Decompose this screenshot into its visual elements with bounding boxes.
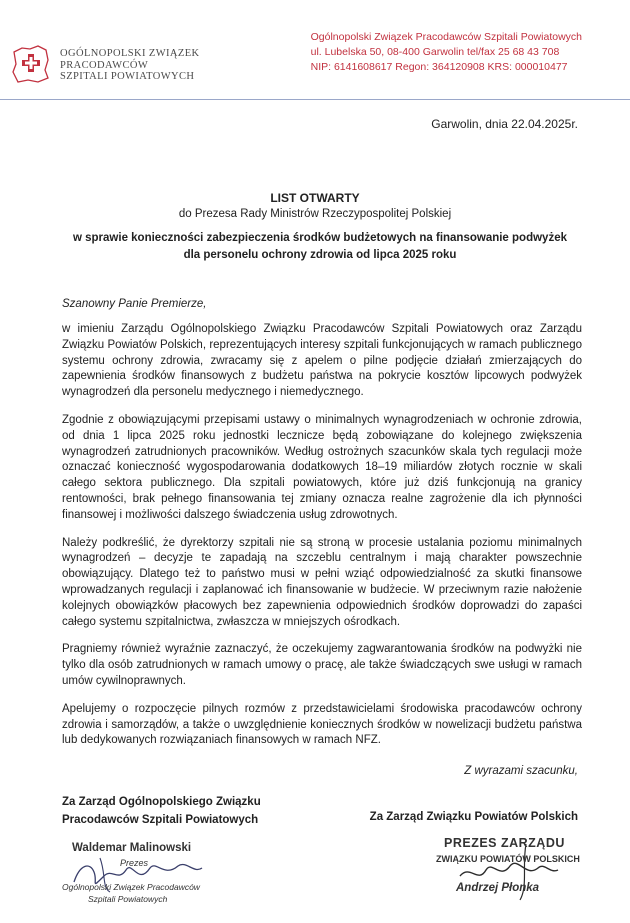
paragraph: Pragniemy również wyraźnie zaznaczyć, że oczekujemy zagwarantowania środków na podwyżki nie tylko dla osób zatrudnionych w ramach umowy o pracę, ale także świadczących swe usługi w ramach umów cywilnoprawnych. — [62, 643, 582, 687]
org-ids: NIP: 6141608617 Regon: 364120908 KRS: 000010477 — [310, 61, 568, 73]
right-signature-stamp — [430, 836, 590, 916]
letter-addressee: do Prezesa Rady Ministrów Rzeczypospolitej Polskiej — [178, 208, 452, 220]
stamp-org: ZWIĄZKU POWIATÓW POLSKICH — [436, 854, 580, 864]
letter-date: Garwolin, dnia 22.04.2025r. — [431, 117, 578, 131]
letterhead-contact — [311, 30, 582, 75]
logo-text: OGÓLNOPOLSKI ZWIĄZEK PRACODAWCÓW SZPITALI POWIATOWYCH — [60, 48, 200, 82]
stamp-title: PREZES ZARZĄDU — [444, 836, 565, 850]
letter-subject: w sprawie konieczności zabezpieczenia środków budżetowych na finansowanie podwyżek dla personelu ochrony zdrowia od lipca 2025 roku — [73, 232, 567, 261]
stamp-org: Ogólnopolski Związek Pracodawców — [62, 882, 200, 892]
stamp-role: Prezes — [120, 858, 149, 868]
signatory-right: Za Zarząd Związku Powiatów Polskich — [369, 811, 578, 823]
closing: Z wyrazami szacunku, — [464, 765, 578, 777]
poland-map-cross-icon — [8, 42, 52, 86]
logo — [8, 42, 208, 94]
org-name: Ogólnopolski Związek Pracodawców Szpitali Powiatowych — [310, 31, 582, 43]
paragraph: Zgodnie z obowiązującymi przepisami ustawy o minimalnych wynagrodzeniach w ochronie zdrowia, od dnia 1 lipca 2025 roku jednostki lecznicze będą zobowiązane do kolejnego zwiększenia wynagrodzeń zatrudnionych pracowników. Według ostrożnych szacunków skala tych regulacji może oznaczać konieczność wygospodarowania dodatkowych 18–19 miliardów złotych rocznie w skali całego sektora publicznego. Dla szpitali powiatowych, które już dziś funkcjonują na granicy rentowności, brak pełnego finansowania tej zmiany oznacza realne zagrożenie dla ich płynności finansowej i możliwości dalszego świadczenia usług zdrowotnych. — [62, 413, 582, 521]
paragraph: Apelujemy o rozpoczęcie pilnych rozmów z przedstawicielami środowiska pracodawców ochrony zdrowia i samorządów, a także o uwzględnienie koniecznych środków w nowelizacji budżetu państwa lub dedykowanych rozwiązaniach finansowych w ramach NFZ. — [62, 702, 582, 747]
paragraph: Należy podkreślić, że dyrektorzy szpitali nie są stroną w procesie ustalania poziomu minimalnych wynagrodzeń – decyzje te zapadają na szczeblu centralnym i mają charakter powszechnie obowiązujący. Dlatego też to państwo musi w pełni wziąć odpowiedzialność za skutki finansowe wprowadzanych regulacji i zaplanować ich finansowanie w budżecie. W przeciwnym razie nałożenie kolejnych obowiązków płacowych bez zapewnienia odpowiednich środków doprowadzi do zapaści całego systemu szpitalnictwa, zwłaszcza w mniejszych ośrodkach. — [62, 536, 582, 628]
header-divider — [0, 99, 630, 100]
stamp-name: Andrzej Płonka — [456, 882, 540, 894]
signatory-left: Za Zarząd Ogólnopolskiego Związku Pracodawców Szpitali Powiatowych — [62, 796, 261, 826]
paragraph: w imieniu Zarządu Ogólnopolskiego Związku Pracodawców Szpitali Powiatowych oraz Zarządu Związku Powiatów Polskich, reprezentujących interesy szpitali funkcjonujących w ramach publicznego systemu ochrony zdrowia, zwracamy się z apelem o pilne podjęcie działań zmierzających do zapewnienia środków finansowych z budżetu państwa na pokrycie kosztów lipcowych podwyżek wynagrodzeń dla personelu medycznego i niemedycznego. — [62, 323, 582, 399]
left-signature-stamp — [60, 838, 230, 913]
letter-body — [62, 322, 582, 761]
letter-title: LIST OTWARTY — [270, 191, 360, 205]
stamp-org: Szpitali Powiatowych — [88, 894, 168, 904]
greeting: Szanowny Panie Premierze, — [62, 298, 207, 310]
stamp-name: Waldemar Malinowski — [72, 842, 192, 854]
org-address: ul. Lubelska 50, 08-400 Garwolin tel/fax 25 68 43 708 — [310, 46, 560, 58]
